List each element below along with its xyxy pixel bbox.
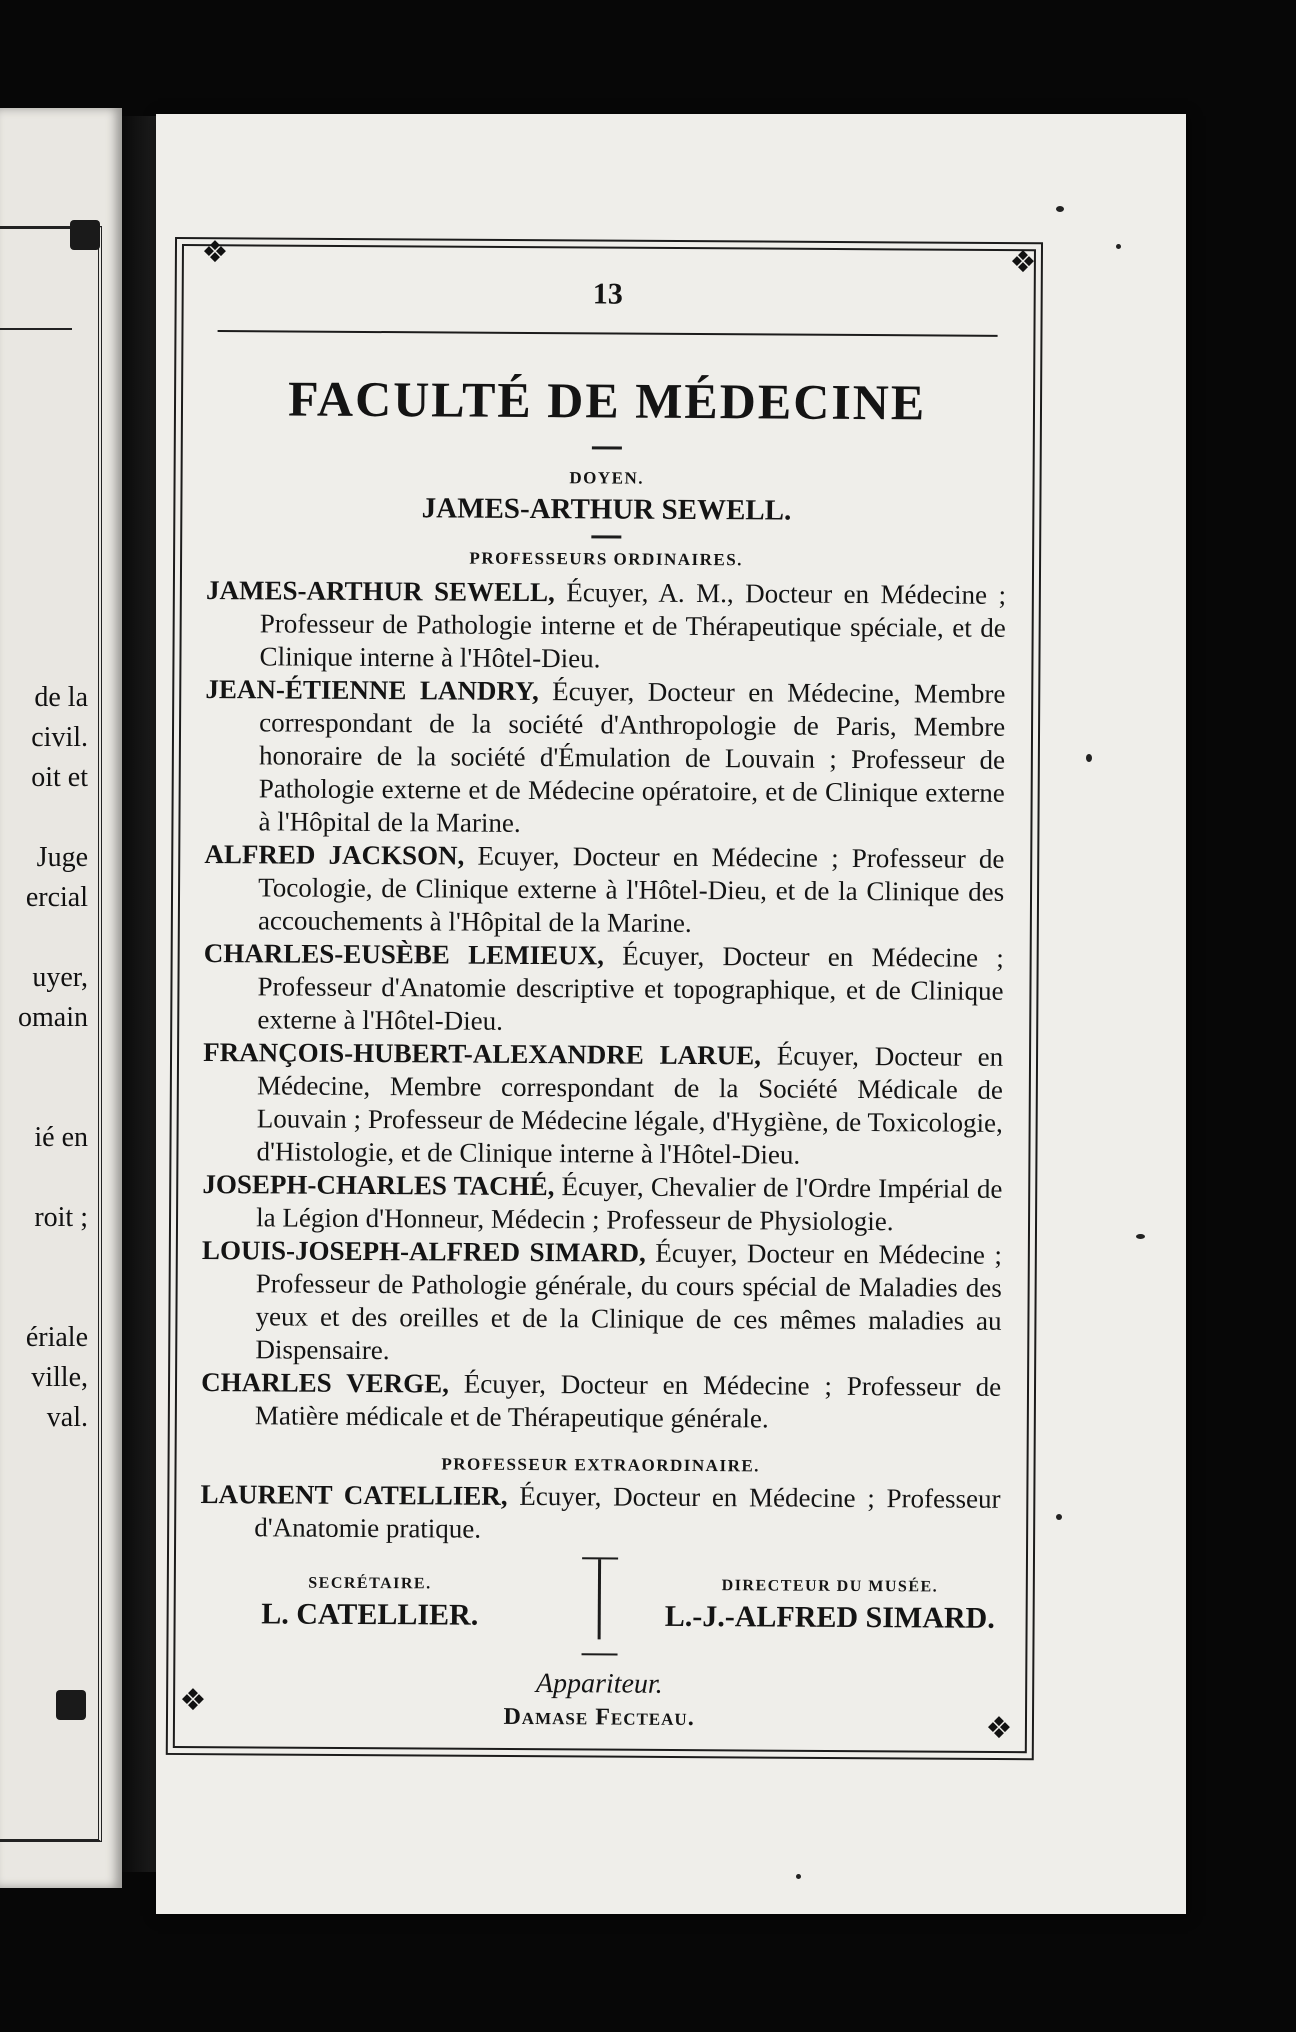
secretary-block <box>199 1571 540 1663</box>
professor-name: LAURENT CATELLIER, <box>200 1478 508 1511</box>
left-page-text-line: val. <box>46 1402 88 1433</box>
professor-description: Écuyer, Docteur en Médecine ; Professeur de Matière médicale et de Thérapeutique générale. <box>254 1368 1002 1434</box>
professor-entry <box>206 574 1007 678</box>
page-number: 13 <box>592 277 623 311</box>
left-page-text-line <box>0 798 88 838</box>
left-page-text-line <box>0 1078 88 1118</box>
museum-director-block <box>659 1574 1000 1666</box>
left-page-text-line: civil. <box>31 722 88 753</box>
left-page-text-line <box>0 1238 88 1278</box>
professor-entry <box>204 838 1005 942</box>
left-page-text-line: uyer, <box>32 962 88 993</box>
professor-name: LOUIS-JOSEPH-ALFRED SIMARD, <box>201 1234 646 1268</box>
extraordinary-professor-entry <box>200 1478 1000 1549</box>
professor-description: Écuyer, Docteur en Médecine, Membre correspondant de la Société Médicale de Louvain ; Professeur de Médecine légale, d'Hygiène, de Toxicologie, d'Histologie, et de Clinique interne à l'Hôtel-Dieu. <box>256 1040 1004 1170</box>
professor-entry <box>202 1168 1002 1239</box>
vertical-divider <box>598 1559 601 1639</box>
secretary-label: SECRÉTAIRE. <box>308 1574 432 1593</box>
section-divider <box>591 535 621 538</box>
dean-label: DOYEN. <box>569 468 645 488</box>
left-page-fragment <box>0 108 122 1888</box>
professor-description: Écuyer, Chevalier de l'Ordre Impérial de la Légion d'Honneur, Médecin ; Professeur de Physiologie. <box>256 1171 1003 1237</box>
left-page-text-line <box>0 1278 88 1318</box>
professor-description: Écuyer, Docteur en Médecine, Membre correspondant de la société d'Anthropologie de Paris, Membre honoraire de la société d'Émulation de Louvain ; Professeur de Pathologie externe et de Médecine opératoire, et de Clinique externe à l'Hôpital de la Marine. <box>258 676 1006 838</box>
corner-ornament-icon: ❖ <box>201 235 229 270</box>
professor-name: CHARLES VERGE, <box>201 1366 449 1399</box>
left-page-header-rule <box>0 328 72 330</box>
professor-name: CHARLES-EUSÈBE LEMIEUX, <box>203 937 605 971</box>
usher-name: Damase Fecteau. <box>503 1703 695 1732</box>
secretary-name: L. CATELLIER. <box>261 1597 479 1632</box>
left-page-text-line <box>0 1158 88 1198</box>
left-page-text-line <box>0 918 88 958</box>
divider-rule <box>582 1653 618 1655</box>
professor-name: JEAN-ÉTIENNE LANDRY, <box>205 673 539 707</box>
professor-entry <box>201 1366 1001 1437</box>
left-page-text-line: de la <box>34 682 88 713</box>
professor-entry <box>203 937 1004 1041</box>
professor-entry <box>205 673 1006 843</box>
ordinary-professors-label: PROFESSEURS ORDINAIRES. <box>469 548 744 570</box>
section-divider <box>592 446 622 449</box>
left-page-text-line: ériale <box>25 1322 88 1353</box>
professor-entry <box>201 1234 1002 1371</box>
professor-name: ALFRED JACKSON, <box>204 838 465 871</box>
corner-ornament-icon: ❖ <box>179 1683 207 1718</box>
left-page-text-line: Juge <box>36 842 88 873</box>
corner-ornament-icon <box>56 1690 86 1720</box>
left-page-text-line: roit ; <box>34 1202 88 1233</box>
header-rule <box>218 330 998 337</box>
book-page <box>156 114 1186 1914</box>
professor-description: Ecuyer, Docteur en Médecine ; Professeur de Tocologie, de Clinique externe à l'Hôtel-Dieu, et de la Clinique des accouchements à l'Hôpital de la Marine. <box>257 840 1005 938</box>
left-page-text-line <box>0 1038 88 1078</box>
professor-entry <box>202 1036 1003 1173</box>
museum-director-label: DIRECTEUR DU MUSÉE. <box>721 1577 939 1596</box>
ordinary-professors-list <box>201 574 1006 1437</box>
professor-name: JAMES-ARTHUR SEWELL, <box>205 574 555 608</box>
extraordinary-professor-label: PROFESSEUR EXTRAORDINAIRE. <box>441 1454 761 1476</box>
professor-name: JOSEPH-CHARLES TACHÉ, <box>202 1168 555 1202</box>
left-page-text-line: ville, <box>31 1362 88 1393</box>
officers-row <box>199 1571 1000 1666</box>
professor-description: Écuyer, Docteur en Médecine ; Professeur d'Anatomie pratique. <box>254 1480 1001 1544</box>
usher-label: Appariteur. <box>535 1668 663 1700</box>
dean-name: JAMES-ARTHUR SEWELL. <box>421 492 792 527</box>
corner-ornament-icon: ❖ <box>1009 245 1037 280</box>
left-page-text-line: omain <box>18 1002 88 1033</box>
page-title: FACULTÉ DE MÉDECINE <box>287 370 927 431</box>
page-content <box>199 266 1008 1736</box>
professor-name: FRANÇOIS-HUBERT-ALEXANDRE LARUE, <box>203 1036 762 1071</box>
left-page-text-line: oit et <box>31 762 88 793</box>
professor-description: Écuyer, Docteur en Médecine ; Professeur d'Anatomie descriptive et topographique, et de Clinique externe à l'Hôtel-Dieu. <box>257 940 1004 1036</box>
museum-director-name: L.-J.-ALFRED SIMARD. <box>664 1599 995 1635</box>
corner-ornament-icon: ❖ <box>985 1711 1013 1746</box>
professor-description: Écuyer, A. M., Docteur en Médecine ; Professeur de Pathologie interne et de Thérapeutique spéciale, et de Clinique interne à l'Hôtel-Dieu. <box>259 577 1007 674</box>
corner-ornament-icon <box>70 220 100 250</box>
left-page-text-line: ié en <box>34 1122 88 1153</box>
left-page-text-line: ercial <box>25 882 88 913</box>
professor-description: Écuyer, Docteur en Médecine ; Professeur de Pathologie générale, du cours spécial de Maladies des yeux et des oreilles et de la Clinique de ces mêmes maladies au Dispensaire. <box>255 1237 1003 1366</box>
left-page-text-fragments <box>0 678 88 1438</box>
